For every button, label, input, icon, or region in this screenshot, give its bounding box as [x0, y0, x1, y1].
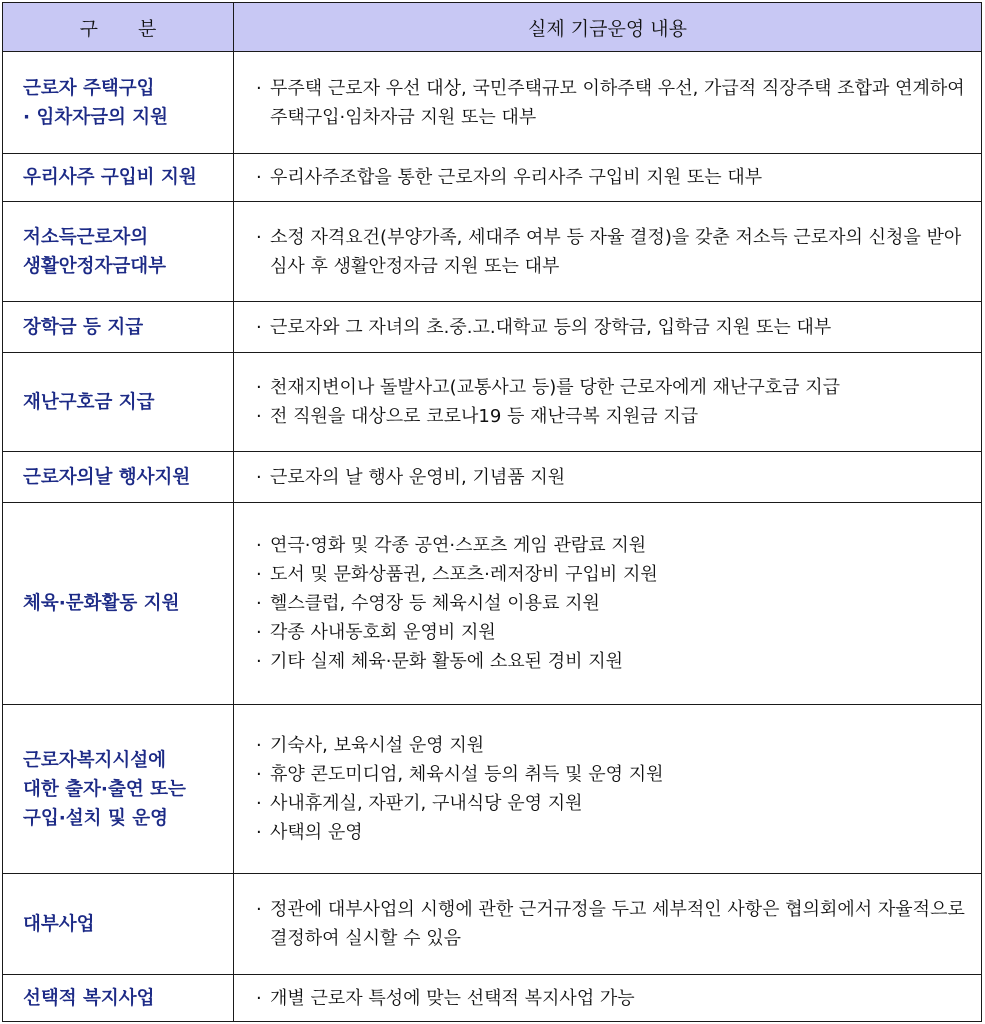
header-category-part1: 구 — [79, 17, 98, 40]
category-line: 선택적 복지사업 — [23, 987, 155, 1009]
list-item — [256, 313, 971, 342]
bullet-dot: · — [256, 564, 262, 585]
row-content — [234, 503, 982, 705]
table-row — [3, 154, 982, 202]
item-text: 천재지변이나 돌발사고(교통사고 등)를 당한 근로자에게 재난구호금 지급 — [270, 377, 841, 398]
row-content — [234, 52, 982, 154]
row-content — [234, 975, 982, 1022]
bullet-dot: · — [256, 77, 262, 99]
item-text: 전 직원을 대상으로 코로나19 등 재난극복 지원금 지급 — [270, 406, 699, 427]
row-category — [3, 452, 234, 503]
category-line: 저소득근로자의 — [23, 226, 149, 248]
category-line: 대부사업 — [23, 913, 95, 935]
table-row — [3, 705, 982, 874]
bullet-dot: · — [256, 167, 262, 188]
table-row — [3, 202, 982, 302]
bullet-dot: · — [256, 793, 262, 814]
list-item — [256, 731, 971, 760]
bullet-dot: · — [256, 822, 262, 843]
row-content — [234, 202, 982, 302]
row-content — [234, 874, 982, 975]
item-text: 우리사주조합을 통한 근로자의 우리사주 구입비 지원 또는 대부 — [270, 167, 763, 188]
item-text: 사택의 운영 — [270, 822, 363, 843]
bullet-dot: · — [256, 987, 262, 1009]
bullet-dot: · — [256, 466, 262, 488]
table-row — [3, 975, 982, 1022]
list-item — [256, 463, 971, 492]
row-category — [3, 302, 234, 353]
row-content — [234, 154, 982, 202]
table-row — [3, 874, 982, 975]
table-row — [3, 503, 982, 705]
item-text: 기타 실제 체육·문화 활동에 소요된 경비 지원 — [270, 651, 624, 672]
table-row — [3, 302, 982, 353]
item-text: 도서 및 문화상품권, 스포츠·레저장비 구입비 지원 — [270, 564, 658, 585]
list-item — [256, 402, 971, 431]
list-item — [256, 163, 971, 192]
table-header-row — [3, 3, 982, 52]
header-category-part2: 분 — [138, 17, 157, 40]
category-line: 대한 출자·출연 또는 — [23, 778, 186, 800]
list-item — [256, 223, 971, 281]
bullet-dot: · — [256, 226, 262, 248]
list-item — [256, 560, 971, 589]
list-item — [256, 531, 971, 560]
bullet-dot: · — [256, 406, 262, 427]
list-item — [256, 789, 971, 818]
item-text: 기숙사, 보육시설 운영 지원 — [270, 735, 485, 756]
category-line: 체육·문화활동 지원 — [23, 593, 180, 614]
item-text: 연극·영화 및 각종 공연·스포츠 게임 관람료 지원 — [270, 535, 647, 556]
bullet-dot: · — [256, 651, 262, 672]
category-line: 근로자의날 행사지원 — [23, 466, 191, 488]
category-line: 우리사주 구입비 지원 — [23, 167, 197, 188]
row-category — [3, 503, 234, 705]
item-text: 휴양 콘도미디엄, 체육시설 등의 취득 및 운영 지원 — [270, 764, 664, 785]
header-category — [3, 3, 234, 52]
row-category — [3, 353, 234, 452]
bullet-dot: · — [256, 735, 262, 756]
list-item — [256, 647, 971, 676]
table-row — [3, 52, 982, 154]
category-line: 장학금 등 지급 — [23, 316, 144, 338]
list-item — [256, 984, 971, 1013]
item-text: 무주택 근로자 우선 대상, 국민주택규모 이하주택 우선, 가급적 직장주택 조합과 연계하여 주택구입·임차자금 지원 또는 대부 — [270, 77, 965, 128]
row-category — [3, 975, 234, 1022]
item-text: 정관에 대부사업의 시행에 관한 근거규정을 두고 세부적인 사항은 협의회에서 자율적으로 결정하여 실시할 수 있음 — [270, 899, 965, 949]
item-text: 사내휴게실, 자판기, 구내식당 운영 지원 — [270, 793, 583, 814]
bullet-dot: · — [256, 899, 262, 920]
item-text: 근로자의 날 행사 운영비, 기념품 지원 — [270, 466, 566, 488]
list-item — [256, 373, 971, 402]
row-content — [234, 705, 982, 874]
list-item — [256, 760, 971, 789]
item-text: 개별 근로자 특성에 맞는 선택적 복지사업 가능 — [270, 987, 635, 1009]
category-line: 근로자 주택구입 — [23, 77, 155, 99]
bullet-dot: · — [256, 377, 262, 398]
row-category — [3, 874, 234, 975]
list-item — [256, 74, 971, 132]
bullet-dot: · — [256, 535, 262, 556]
category-line: 근로자복지시설에 — [23, 749, 166, 771]
row-category — [3, 705, 234, 874]
item-text: 헬스클럽, 수영장 등 체육시설 이용료 지원 — [270, 593, 600, 614]
category-line: 재난구호금 지급 — [23, 391, 155, 413]
row-content — [234, 353, 982, 452]
item-text: 근로자와 그 자녀의 초.중.고.대학교 등의 장학금, 입학금 지원 또는 대부 — [270, 316, 832, 338]
row-content — [234, 302, 982, 353]
header-content: 실제 기금운영 내용 — [234, 3, 982, 52]
category-line: 생활안정자금대부 — [23, 255, 166, 277]
list-item — [256, 618, 971, 647]
table-row — [3, 353, 982, 452]
row-content — [234, 452, 982, 503]
fund-operation-table — [2, 2, 982, 1022]
list-item — [256, 895, 971, 953]
table-row — [3, 452, 982, 503]
item-text: 각종 사내동호회 운영비 지원 — [270, 622, 496, 643]
bullet-dot: · — [256, 316, 262, 338]
category-line: · 임차자금의 지원 — [23, 106, 169, 128]
list-item — [256, 818, 971, 847]
row-category — [3, 202, 234, 302]
item-text: 소정 자격요건(부양가족, 세대주 여부 등 자율 결정)을 갖춘 저소득 근로자의 신청을 받아 심사 후 생활안정자금 지원 또는 대부 — [270, 226, 962, 277]
bullet-dot: · — [256, 593, 262, 614]
row-category — [3, 52, 234, 154]
list-item — [256, 589, 971, 618]
bullet-dot: · — [256, 764, 262, 785]
category-line: 구입·설치 및 운영 — [23, 807, 169, 829]
bullet-dot: · — [256, 622, 262, 643]
row-category — [3, 154, 234, 202]
